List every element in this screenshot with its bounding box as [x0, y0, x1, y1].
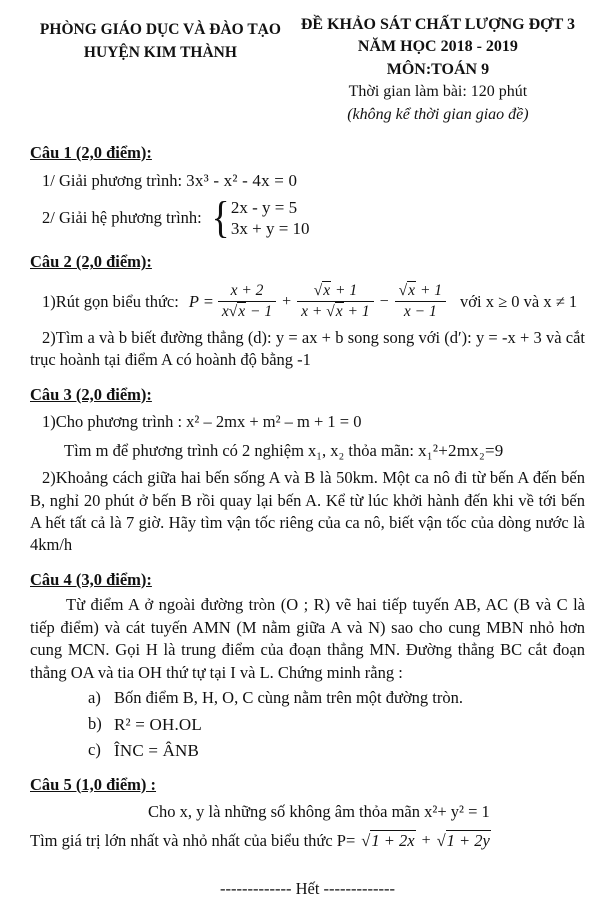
f2-den-post: + 1 — [343, 303, 370, 321]
fraction-1-numerator: x + 2 — [218, 282, 276, 303]
question-2-part-2: 2)Tìm a và b biết đường thẳng (d): y = ax + b song song với (d′): y = -x + 3 và cắt trục hoành tại điểm A có hoành độ bằng -1 — [30, 327, 585, 370]
system-equation-2: 3x + y = 10 — [230, 219, 310, 239]
equation-system — [210, 193, 310, 243]
q2-formula-lhs: P = — [188, 291, 214, 311]
sqrt-icon: √1 + 2y — [436, 830, 490, 850]
fraction-3 — [395, 282, 446, 322]
question-2-heading: Câu 2 (2,0 điểm): — [30, 252, 152, 272]
fraction-2-numerator — [297, 282, 373, 303]
item-b-label: b) — [88, 713, 102, 733]
radical-2 — [437, 830, 491, 852]
exam-title: ĐỀ KHẢO SÁT CHẤT LƯỢNG ĐỢT 3 — [300, 16, 575, 33]
operator-minus: − — [379, 292, 389, 310]
fraction-3-denominator: x − 1 — [403, 303, 437, 321]
sqrt-icon: √1 + 2x — [361, 830, 415, 850]
list-item — [88, 739, 585, 762]
q2-condition: với x ≥ 0 và x ≠ 1 — [460, 291, 578, 311]
f1-den-radicand: x — [238, 303, 246, 321]
question-2-part-1 — [30, 282, 585, 322]
question-3-part-2: 2)Khoảng cách giữa hai bến sống A và B là 50km. Một ca nô đi từ bến A đến bến B, nghỉ 20 phút ở bến B rồi quay lại bến A. Kể từ lúc khởi hành đến khi về tới bến A hết tất cả là 7 giờ. Hãy tìm vận tốc riêng của ca nô, biết vận tốc của dòng nước là 4km/h — [30, 468, 585, 555]
district-name: HUYỆN KIM THÀNH — [83, 44, 237, 62]
question-5-given: Cho x, y là những số không âm thỏa mãn x²+ y² = 1 — [148, 802, 490, 822]
question-1-part-2 — [30, 193, 585, 243]
operator-plus: + — [282, 292, 292, 310]
item-b-text: R² = OH.OL — [114, 714, 202, 734]
f2-den-radicand: x — [335, 303, 343, 321]
list-item — [88, 713, 585, 736]
f3-num-radicand: x — [408, 281, 416, 299]
f1-den-pre: x — [221, 303, 229, 321]
duration-note: (không kể thời gian giao đề) — [347, 105, 529, 123]
operator-plus: + — [421, 831, 431, 849]
radical-1 — [361, 830, 415, 852]
system-brace: { — [211, 193, 230, 243]
q3-condition-equation: x₁²+2mx₂=9 — [418, 440, 504, 460]
question-1-part-1 — [30, 169, 585, 192]
q3-condition-label: Tìm m để phương trình có 2 nghiệm x₁, x₂ thỏa mãn: — [64, 440, 414, 460]
sqrt-x-icon: √x — [228, 303, 246, 321]
f1-den-post: − 1 — [246, 303, 273, 321]
issuing-authority — [30, 14, 291, 65]
system-equations — [231, 197, 310, 240]
question-3-heading: Câu 3 (2,0 điểm): — [30, 384, 152, 404]
question-3-part-1b — [30, 439, 585, 462]
question-5-ask — [30, 830, 585, 852]
item-c-text: ÎNC = ÂNB — [114, 740, 200, 760]
sqrt-x-icon: √x — [398, 281, 416, 299]
exam-header — [30, 14, 585, 126]
department-name: PHÒNG GIÁO DỤC VÀ ĐÀO TẠO — [39, 21, 281, 38]
fraction-2 — [297, 282, 373, 322]
list-item — [88, 687, 585, 709]
subject-name: MÔN:TOÁN 9 — [386, 60, 490, 78]
f2-num-radicand: x — [323, 281, 331, 299]
q1-part1-label: 1/ Giải phương trình: — [42, 171, 183, 191]
sqrt-x-icon: √x — [326, 303, 343, 321]
exam-duration: Thời gian làm bài: 120 phút — [348, 83, 528, 101]
item-a-label: a) — [88, 688, 101, 708]
q1-part2-label: 2/ Giải hệ phương trình: — [42, 207, 202, 227]
fraction-1-denominator — [218, 302, 276, 322]
fraction-1 — [218, 282, 276, 322]
question-4-heading: Câu 4 (3,0 điểm): — [30, 569, 152, 589]
radicand-2: 1 + 2y — [446, 830, 490, 850]
fraction-2-denominator — [297, 302, 373, 322]
f2-den-pre: x + — [301, 303, 327, 321]
question-4-items — [30, 687, 585, 762]
item-c-label: c) — [88, 739, 101, 759]
q2-part1-label: 1)Rút gọn biểu thức: — [42, 291, 179, 311]
f3-num-post: + 1 — [416, 281, 443, 299]
system-equation-1: 2x - y = 5 — [230, 197, 298, 217]
exam-title-block — [291, 14, 585, 126]
q1-part1-equation: 3x³ - x² - 4x = 0 — [186, 171, 298, 191]
q5-ask-text: Tìm giá trị lớn nhất và nhỏ nhất của biểu thức P= — [30, 830, 356, 850]
f2-num-post: + 1 — [331, 281, 358, 299]
sqrt-x-icon: √x — [313, 281, 331, 299]
radicand-1: 1 + 2x — [371, 830, 415, 850]
question-4-intro: Từ điểm A ở ngoài đường tròn (O ; R) vẽ hai tiếp tuyến AB, AC (B và C là tiếp điểm) và cát tuyến AMN (M nằm giữa A và N) sao cho cung MBN nhỏ hơn cung MCN. Gọi H là trung điểm của đoạn thẳng MN. Đường thẳng BC cắt đoạn thẳng OA và tia OH thứ tự tại I và L. Chứng minh rằng : — [30, 595, 585, 682]
fraction-3-numerator — [395, 282, 446, 303]
school-year: NĂM HỌC 2018 - 2019 — [357, 38, 518, 56]
question-3-part-1: 1)Cho phương trình : x² – 2mx + m² – m + 1 = 0 — [42, 412, 362, 432]
end-of-exam-marker: ------------- Hết ------------- — [220, 879, 395, 899]
question-1-heading: Câu 1 (2,0 điểm): — [30, 142, 152, 162]
item-a-text: Bốn điểm B, H, O, C cùng nằm trên một đường tròn. — [114, 688, 464, 708]
question-5-heading: Câu 5 (1,0 điểm) : — [30, 774, 157, 794]
